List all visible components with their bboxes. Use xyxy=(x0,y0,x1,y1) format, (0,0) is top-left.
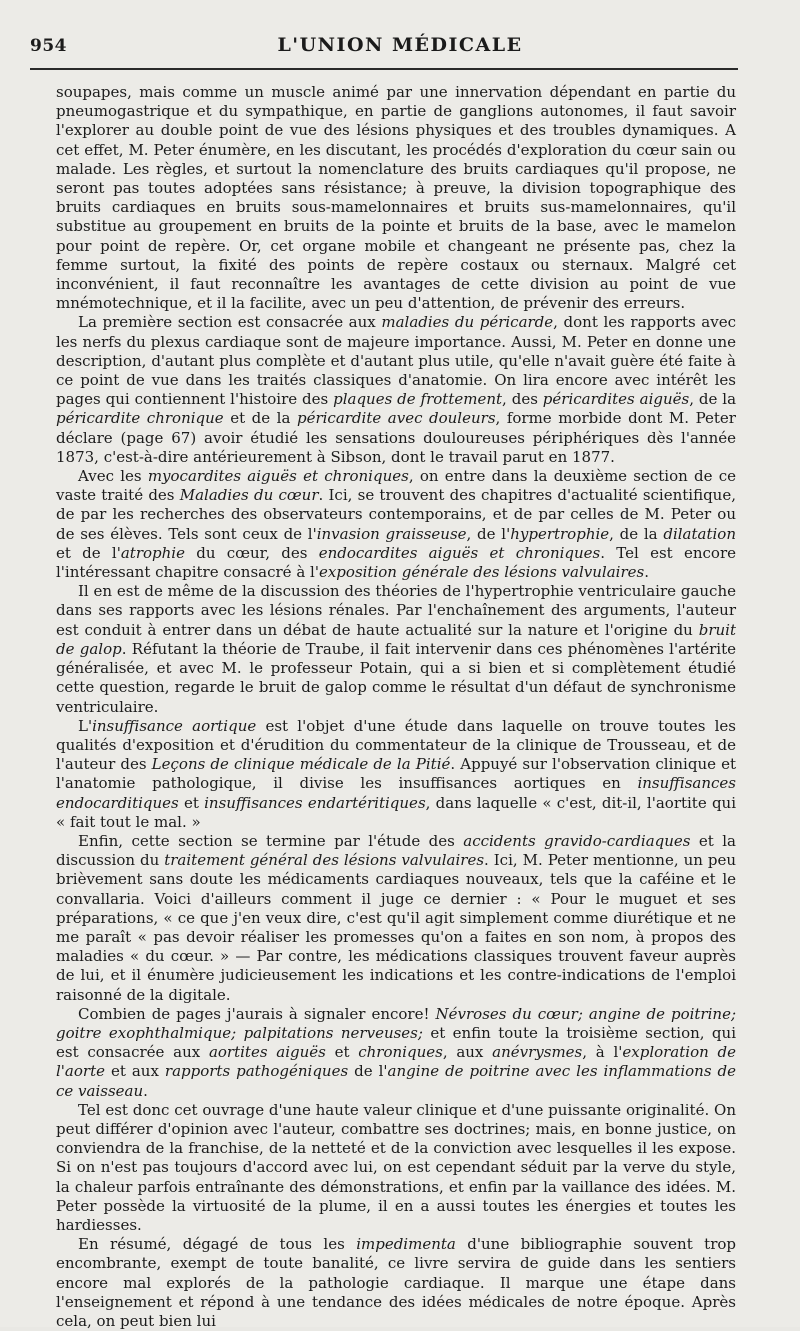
italic-text: insuffisances endartéritiques xyxy=(204,793,426,812)
italic-text: traitement général des lésions valvulaires xyxy=(164,851,485,870)
italic-text: dilatation xyxy=(663,524,736,543)
italic-text: anévrysmes xyxy=(492,1043,583,1062)
text-run: . Tel est encore l'intéressant chapitre consacré à l' xyxy=(56,543,736,582)
page-header xyxy=(0,34,800,64)
italic-text: impedimenta xyxy=(356,1235,456,1254)
italic-text: aortites aiguës xyxy=(208,1043,326,1062)
text-run: , à l' xyxy=(582,1043,623,1062)
italic-text: myocardites aiguës et chroniques xyxy=(147,467,409,486)
paragraph xyxy=(56,467,736,582)
text-run: . xyxy=(143,1081,148,1100)
italic-text: chroniques xyxy=(358,1043,443,1062)
text-run: , de la xyxy=(689,390,737,409)
text-run: , forme morbide dont M. Peter déclare (page 67) avoir étudié les sensations douloureuses périphériques dès l'année 1873, c'est-à-dire antérieurement à Sibson, dont le travail parut en 1877. xyxy=(56,409,736,466)
paragraph xyxy=(56,313,736,467)
text-run: . Ici, M. Peter mentionne, un peu brièvement sans doute les médicaments cardiaques nouveaux, tels que la caféine et le convallaria. Voici d'ailleurs comment il juge ce dernier : « Pour le muguet et ses préparations, « ce que j'en veux dire, c'est qu'il agit simplement comme diurétique et ne me paraît « pas devoir réaliser les promesses qu'on a faites en son nom, à propos des maladies « du cœur. » — Par contre, les médications classiques trouvent faveur auprès de lui, et il énumère judicieusement les indications et les contre-indications de l'emploi raisonné de la digitale. xyxy=(56,851,736,1004)
article-body xyxy=(56,83,736,1331)
text-run: et xyxy=(325,1043,359,1062)
running-title: L'UNION MÉDICALE xyxy=(277,34,523,56)
italic-text: insuffisances endocarditiques xyxy=(56,774,736,812)
paragraph xyxy=(56,1235,736,1331)
text-run: Enfin, cette section se termine par l'étude des xyxy=(78,831,464,850)
text-run: En résumé, dégagé de tous les xyxy=(78,1235,357,1254)
italic-text: exposition générale des lésions valvulaires xyxy=(318,563,645,582)
italic-text: Maladies du cœur xyxy=(179,486,319,505)
italic-text: péricardites aiguës xyxy=(542,390,690,409)
text-run: , on entre dans la deuxième section de ce vaste traité des xyxy=(56,467,737,505)
text-run: La première section est consacrée aux xyxy=(78,313,382,332)
paragraph xyxy=(56,717,736,832)
italic-text: exploration de l'aorte xyxy=(56,1043,736,1081)
text-run: . Appuyé sur l'observation clinique et l'anatomie pathologique, il divise les insuffisances aortiques en xyxy=(56,755,737,793)
italic-text: invasion graisseuse xyxy=(316,524,467,543)
italic-text: endocardites aiguës et chroniques xyxy=(318,543,601,562)
text-run: soupapes, mais comme un muscle animé par une innervation dépendant en partie du pneumogastrique et du sympathique, en partie de ganglions autonomes, il faut savoir l'explorer au double point de vue des lésions physiques et des troubles dynamiques. A cet effet, M. Peter énumère, en les discutant, les procédés d'exploration du cœur sain ou malade. Les règles, et surtout la nomenclature des bruits cardiaques qu'il propose, ne seront pas toutes adoptées sans résistance; à preuve, la division topographique des bruits cardiaques en bruits sous-mamelonnaires et bruits sus-mamelonnaires, qu'il substitue au groupement en bruits de la pointe et bruits de la base, avec le mamelon pour point de repère. Or, cet organe mobile et changeant ne présente pas, chez la femme surtout, la fixité des points de repère costaux ou sternaux. Malgré cet inconvénient, il faut reconnaître les avantages de cette division au point de vue mnémotechnique, et il la facilite, avec un peu d'attention, de prévenir des erreurs. xyxy=(56,83,736,313)
italic-text: accidents gravido-cardiaques xyxy=(463,831,691,850)
italic-text: Leçons de clinique médicale de la Pitié xyxy=(151,755,451,774)
header-rule xyxy=(30,68,738,70)
text-run: Combien de pages j'aurais à signaler encore! xyxy=(78,1004,436,1023)
text-run: , aux xyxy=(442,1043,493,1062)
page-number: 954 xyxy=(30,36,67,56)
text-run: et aux xyxy=(104,1062,165,1081)
text-run: et de la xyxy=(223,409,297,428)
text-run: , de l' xyxy=(466,524,511,543)
italic-text: angine de poitrine avec les inflammations de ce vaisseau xyxy=(56,1062,736,1100)
text-run: Avec les xyxy=(78,467,148,486)
italic-text: atrophie xyxy=(120,543,185,562)
paragraph xyxy=(56,1101,736,1235)
paragraph xyxy=(56,1005,736,1101)
text-run: L' xyxy=(78,716,93,735)
italic-text: maladies du péricarde xyxy=(381,313,554,332)
italic-text: rapports pathogéniques xyxy=(164,1062,349,1081)
paragraph xyxy=(56,83,736,313)
text-run: d'une bibliographie souvent trop encombrante, exempt de toute banalité, ce livre servira de guide dans les sentiers encore mal explorés de la pathologie cardiaque. Il marque une étape dans l'enseignement et répond à une tendance des idées médicales de notre époque. Après cela, on peut bien lui xyxy=(56,1235,736,1330)
paragraph xyxy=(56,832,736,1005)
text-run: , de la xyxy=(609,524,664,543)
text-run: et la discussion du xyxy=(56,831,737,870)
italic-text: bruit de galop xyxy=(56,620,736,658)
text-run: et de l' xyxy=(56,543,121,562)
italic-text: péricardite chronique xyxy=(56,409,224,428)
text-run: , dans laquelle « c'est, dit-il, l'aortite qui « fait tout le mal. » xyxy=(56,793,736,831)
text-run: Il en est de même de la discussion des théories de l'hypertrophie ventriculaire gauche dans ses rapports avec les lésions rénales. Par l'enchaînement des arguments, l'auteur est conduit à entrer dans un débat de haute actualité sur la nature et l'origine du xyxy=(56,582,736,639)
text-run: . Ici, se trouvent des chapitres d'actualité scientifique, de par les recherches des observateurs contemporains, et de par celles de M. Peter ou de ses élèves. Tels sont ceux de l' xyxy=(56,486,736,543)
text-run: . Réfutant la théorie de Traube, il fait intervenir dans ces phénomènes l'artérite généralisée, et avec M. le professeur Potain, qui a si bien et si complètement étudié cette question, regarde le bruit de galop comme le résultat d'un défaut de synchronisme ventriculaire. xyxy=(56,639,736,716)
italic-text: péricardite avec douleurs xyxy=(296,409,496,428)
italic-text: hypertrophie xyxy=(510,524,610,543)
italic-text: plaques de frottement xyxy=(333,390,503,409)
text-run: est l'objet d'une étude dans laquelle on trouve toutes les qualités d'exposition et d'érudition du commentateur de la clinique de Trousseau, et de l'auteur des xyxy=(56,716,736,774)
text-run: et enfin toute la troisième section, qui est consacrée aux xyxy=(56,1023,736,1062)
text-run: . xyxy=(644,563,649,582)
text-run: , des xyxy=(502,390,543,409)
text-run: Tel est donc cet ouvrage d'une haute valeur clinique et d'une puissante originalité. On peut différer d'opinion avec l'auteur, combattre ses doctrines; mais, en bonne justice, on conviendra de la franchise, de la netteté et de la conviction avec lesquelles il les expose. Si on n'est pas toujours d'accord avec lui, on est cependant séduit par la verve du style, la chaleur parfois entraînante des démonstrations, et enfin par la vaillance des idées. M. Peter possède la virtuosité de la plume, il en a aussi toutes les énergies et toutes les hardiesses. xyxy=(56,1100,736,1234)
text-run: du cœur, des xyxy=(184,543,319,562)
text-run: de l' xyxy=(348,1062,388,1081)
text-run: et xyxy=(178,793,205,812)
italic-text: Névroses du cœur; angine de poitrine; goitre exophthalmique; palpitations nerveuses; xyxy=(56,1004,736,1042)
text-run: , dont les rapports avec les nerfs du plexus cardiaque sont de majeure importance. Aussi, M. Peter en donne une description, d'autant plus complète et d'autant plus utile, qu'elle n'avait guère été faite à ce point de vue dans les traités classiques d'anatomie. On lira encore avec intérêt les pages qui contiennent l'histoire des xyxy=(56,313,736,409)
paragraph xyxy=(56,582,736,716)
italic-text: insuffisance aortique xyxy=(92,716,257,735)
